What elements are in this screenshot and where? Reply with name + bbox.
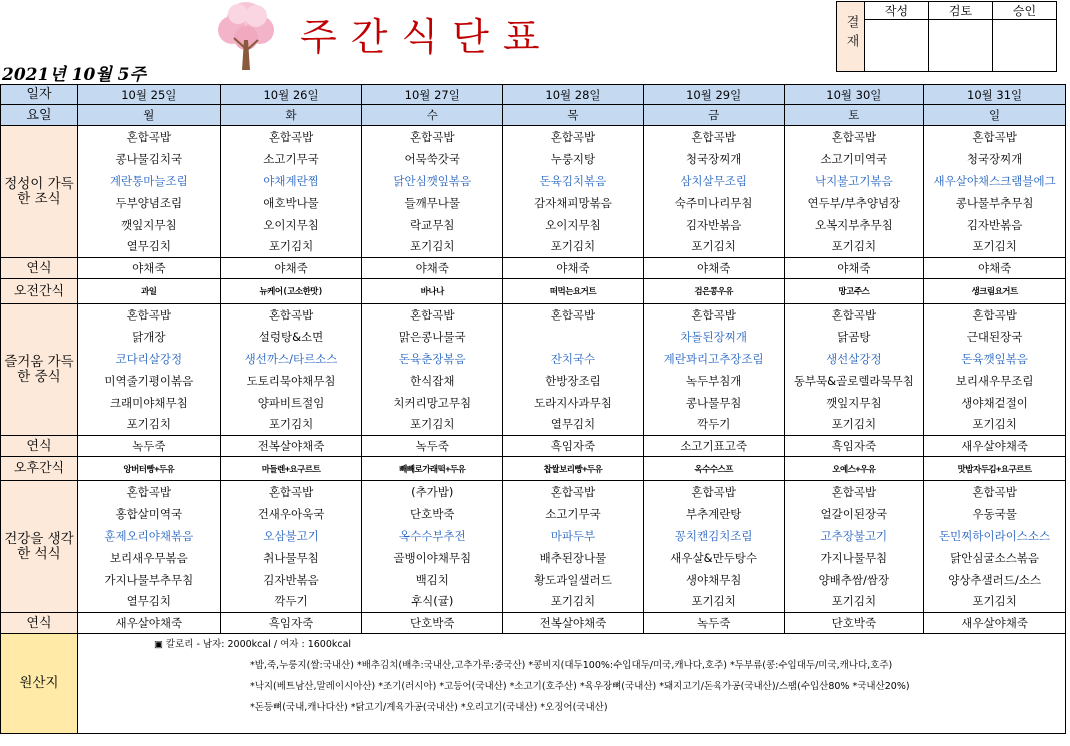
menu-item: 감자채피망볶음	[503, 192, 644, 214]
menu-item: 포기김치	[643, 591, 784, 613]
menu-item: 들깨무나물	[362, 192, 503, 214]
menu-item: 우동국물	[924, 503, 1066, 525]
menu-item: 혼합곡밥	[924, 481, 1066, 503]
soft-food-row-cell: 야채죽	[362, 258, 503, 279]
title-area	[0, 0, 1070, 84]
menu-item: 돈육춘장볶음	[362, 348, 503, 370]
origin-label: 원산지	[1, 634, 78, 734]
am-snack-row	[1, 279, 1066, 304]
menu-item: 생선까스/타르소스	[220, 348, 362, 370]
soft-food-row-cell: 단호박죽	[784, 613, 924, 634]
menu-item: 야채계란찜	[220, 170, 362, 192]
am-snack-row-cell: 바나나	[362, 279, 503, 304]
soft-food-row-cell: 전복살야채죽	[220, 436, 362, 457]
menu-item: 건새우아욱국	[220, 503, 362, 525]
cherry-blossom-tree-icon	[214, 0, 278, 72]
menu-item: 깻잎지무침	[784, 392, 924, 414]
page-title: 주간식단표	[300, 15, 554, 59]
menu-item: 생선살강정	[784, 348, 924, 370]
menu-item: 혼합곡밥	[784, 304, 924, 326]
am-snack-row-label: 오전간식	[1, 279, 78, 304]
soft-food-row-cell: 새우살야채죽	[924, 613, 1066, 634]
menu-item: 오이지무침	[220, 214, 362, 236]
date-row-cell: 10월 30일	[784, 85, 924, 105]
menu-item: 한방장조림	[503, 370, 644, 392]
menu-item: 훈제오리야채볶음	[77, 525, 220, 547]
soft-food-row-label: 연식	[1, 436, 78, 457]
date-row	[1, 85, 1066, 105]
menu-item: 혼합곡밥	[362, 126, 503, 148]
menu-item: 양배추쌈/쌈장	[784, 569, 924, 591]
menu-item: 돈육깻잎볶음	[924, 348, 1066, 370]
menu-item: 설렁탕&소면	[220, 326, 362, 348]
menu-item: 혼합곡밥	[220, 126, 362, 148]
menu-item: 어묵쑥갓국	[362, 148, 503, 170]
meal-label: 정성이 가득한 조식	[1, 126, 78, 258]
menu-item: 포기김치	[784, 236, 924, 258]
menu-item: 오복지부추무침	[784, 214, 924, 236]
soft-food-row-cell: 야채죽	[643, 258, 784, 279]
menu-item: 혼합곡밥	[220, 304, 362, 326]
day-row-cell: 일	[924, 105, 1066, 126]
menu-item: 소고기무국	[220, 148, 362, 170]
menu-item: 포기김치	[362, 414, 503, 436]
week-title: 2021년 10월 5주	[2, 65, 146, 85]
meal-row	[1, 348, 1066, 370]
menu-item: 혼합곡밥	[784, 481, 924, 503]
menu-item: 혼합곡밥	[924, 304, 1066, 326]
menu-item: 돈민찌하이라이스소스	[924, 525, 1066, 547]
menu-item: 도토리묵야채무침	[220, 370, 362, 392]
meal-row	[1, 392, 1066, 414]
menu-item: 콩나물김치국	[77, 148, 220, 170]
menu-item: 열무김치	[77, 591, 220, 613]
menu-item: 양파비트절임	[220, 392, 362, 414]
menu-item: 두부양념조림	[77, 192, 220, 214]
menu-item: 도라지사과무침	[503, 392, 644, 414]
menu-item: (추가밥)	[362, 481, 503, 503]
am-snack-row-cell: 생크림요거트	[924, 279, 1066, 304]
menu-item: 김자반볶음	[220, 569, 362, 591]
menu-item: 포기김치	[924, 236, 1066, 258]
menu-item: 콩나물부추무침	[924, 192, 1066, 214]
menu-item: 숙주미나리무침	[643, 192, 784, 214]
menu-item: 보리새우무볶음	[77, 547, 220, 569]
menu-item: 깍두기	[220, 591, 362, 613]
menu-item: 닭안심깻잎볶음	[362, 170, 503, 192]
menu-item: 황도과일샐러드	[503, 569, 644, 591]
menu-item: 락교무침	[362, 214, 503, 236]
day-row-label: 요일	[1, 105, 78, 126]
menu-item: 김자반볶음	[924, 214, 1066, 236]
soft-food-row-cell: 새우살야채죽	[77, 613, 220, 634]
soft-food-row-label: 연식	[1, 613, 78, 634]
pm-snack-row-cell: 마들렌+요구르트	[220, 457, 362, 481]
menu-item: 낙지불고기볶음	[784, 170, 924, 192]
menu-item: 깻잎지무침	[77, 214, 220, 236]
menu-item: 닭곰탕	[784, 326, 924, 348]
menu-item: 얼갈이된장국	[784, 503, 924, 525]
menu-item: 닭개장	[77, 326, 220, 348]
menu-item: 옥수수부추전	[362, 525, 503, 547]
menu-item: 누룽지탕	[503, 148, 644, 170]
menu-item: 열무김치	[77, 236, 220, 258]
date-row-cell: 10월 26일	[220, 85, 362, 105]
menu-item: 혼합곡밥	[784, 126, 924, 148]
menu-item: 깍두기	[643, 414, 784, 436]
menu-item: 꽁치캔김치조림	[643, 525, 784, 547]
menu-item: 닭안심굴소스볶음	[924, 547, 1066, 569]
menu-item: 소고기미역국	[784, 148, 924, 170]
menu-item: 혼합곡밥	[503, 126, 644, 148]
soft-food-row-cell: 소고기표고죽	[643, 436, 784, 457]
soft-food-row-cell: 흑임자죽	[220, 613, 362, 634]
menu-item: 포기김치	[362, 236, 503, 258]
menu-item: 돈육김치볶음	[503, 170, 644, 192]
menu-item: 혼합곡밥	[924, 126, 1066, 148]
meal-label: 건강을 생각한 석식	[1, 481, 78, 613]
day-row-cell: 목	[503, 105, 644, 126]
day-row-cell: 월	[77, 105, 220, 126]
pm-snack-row	[1, 457, 1066, 481]
menu-item: 포기김치	[643, 236, 784, 258]
soft-food-row-cell: 녹두죽	[77, 436, 220, 457]
soft-food-row-cell: 야채죽	[503, 258, 644, 279]
menu-item: 포기김치	[503, 236, 644, 258]
menu-item: 혼합곡밥	[643, 481, 784, 503]
soft-food-row	[1, 613, 1066, 634]
pm-snack-row-cell: 오예스+우유	[784, 457, 924, 481]
meal-row	[1, 170, 1066, 192]
date-row-cell: 10월 31일	[924, 85, 1066, 105]
day-row-cell: 화	[220, 105, 362, 126]
soft-food-row-label: 연식	[1, 258, 78, 279]
menu-item: 청국장찌개	[924, 148, 1066, 170]
menu-item: 계란통마늘조림	[77, 170, 220, 192]
menu-item: 오이지무침	[503, 214, 644, 236]
meal-row	[1, 148, 1066, 170]
menu-item: 포기김치	[924, 591, 1066, 613]
pm-snack-row-label: 오후간식	[1, 457, 78, 481]
menu-item: 오삼불고기	[220, 525, 362, 547]
meal-row	[1, 503, 1066, 525]
menu-item: 열무김치	[503, 414, 644, 436]
menu-item: 근대된장국	[924, 326, 1066, 348]
menu-item: 치커리망고무침	[362, 392, 503, 414]
day-row-cell: 금	[643, 105, 784, 126]
menu-item: 콩나물무침	[643, 392, 784, 414]
menu-item: 혼합곡밥	[503, 304, 644, 326]
menu-item: 코다리살강정	[77, 348, 220, 370]
menu-item: 홍합살미역국	[77, 503, 220, 525]
meal-row	[1, 525, 1066, 547]
menu-item: 연두부/부추양념장	[784, 192, 924, 214]
approval-sign-writer[interactable]	[865, 20, 929, 72]
menu-item: 새우살야채스크램블에그	[924, 170, 1066, 192]
meal-row	[1, 569, 1066, 591]
menu-item: 소고기무국	[503, 503, 644, 525]
meal-row	[1, 192, 1066, 214]
meal-row	[1, 370, 1066, 392]
menu-item: 포기김치	[784, 591, 924, 613]
approval-col-writer: 작성	[865, 2, 929, 20]
menu-item: 혼합곡밥	[220, 481, 362, 503]
meal-row	[1, 547, 1066, 569]
menu-item: 새우살&만두탕수	[643, 547, 784, 569]
date-row-label: 일자	[1, 85, 78, 105]
menu-item: 생야채무침	[643, 569, 784, 591]
am-snack-row-cell: 뉴케어(고소한맛)	[220, 279, 362, 304]
am-snack-row-cell: 과일	[77, 279, 220, 304]
menu-item: 고추장불고기	[784, 525, 924, 547]
soft-food-row-cell: 야채죽	[220, 258, 362, 279]
meal-label: 즐거움 가득한 중식	[1, 304, 78, 436]
menu-item: 청국장찌개	[643, 148, 784, 170]
menu-item: 김자반볶음	[643, 214, 784, 236]
menu-item: 포기김치	[784, 414, 924, 436]
soft-food-row-cell: 녹두죽	[362, 436, 503, 457]
date-row-cell: 10월 25일	[77, 85, 220, 105]
menu-item: 혼합곡밥	[77, 304, 220, 326]
approval-label: 결재	[837, 2, 865, 72]
pm-snack-row-cell: 찹쌀보리빵+두유	[503, 457, 644, 481]
menu-item: 보리새우무조림	[924, 370, 1066, 392]
menu-item: 혼합곡밥	[77, 481, 220, 503]
origin-line: *밥,죽,누룽지(쌀:국내산) *배추김치(배추:국내산,고추가루:중국산) *콩비지(대두100%:수입대두/미국,캐나다,호주) *두부류(콩:수입대두/미국,캐나다,호주)	[249, 660, 893, 671]
menu-item: 잔치국수	[503, 348, 644, 370]
menu-item: 혼합곡밥	[362, 304, 503, 326]
menu-item: 맑은콩나물국	[362, 326, 503, 348]
date-row-cell: 10월 27일	[362, 85, 503, 105]
approval-col-approve: 승인	[993, 2, 1057, 20]
menu-item: 후식(귤)	[362, 591, 503, 613]
meal-row	[1, 481, 1066, 503]
menu-item: 포기김치	[924, 414, 1066, 436]
origin-line: ▣ 칼로리 - 남자: 2000kcal / 여자 : 1600kcal	[153, 639, 352, 650]
menu-item: 백김치	[362, 569, 503, 591]
menu-item: 동부묵&골로렐라묵무침	[784, 370, 924, 392]
soft-food-row-cell: 야채죽	[924, 258, 1066, 279]
menu-item: 혼합곡밥	[643, 126, 784, 148]
menu-item: 생야채겉절이	[924, 392, 1066, 414]
menu-item: 포기김치	[503, 591, 644, 613]
origin-row	[1, 634, 1066, 734]
date-row-cell: 10월 28일	[503, 85, 644, 105]
date-row-cell: 10월 29일	[643, 85, 784, 105]
origin-info	[77, 634, 1065, 734]
menu-item	[503, 326, 644, 348]
day-row-cell: 수	[362, 105, 503, 126]
soft-food-row	[1, 258, 1066, 279]
menu-item: 가지나물부추무침	[77, 569, 220, 591]
soft-food-row-cell: 야채죽	[784, 258, 924, 279]
menu-item: 한식잡채	[362, 370, 503, 392]
soft-food-row-cell: 전복살야채죽	[503, 613, 644, 634]
soft-food-row	[1, 436, 1066, 457]
soft-food-row-cell: 새우살야채죽	[924, 436, 1066, 457]
meal-row	[1, 126, 1066, 148]
soft-food-row-cell: 단호박죽	[362, 613, 503, 634]
pm-snack-row-cell: 옥수수스프	[643, 457, 784, 481]
menu-item: 혼합곡밥	[643, 304, 784, 326]
approval-col-review: 검토	[929, 2, 993, 20]
meal-row	[1, 304, 1066, 326]
menu-item: 미역줄기평이볶음	[77, 370, 220, 392]
origin-line: *돈등뼈(국내,캐나다산) *닭고기/계육가공(국내산) *오리고기(국내산) *오징어(국내산)	[249, 702, 608, 713]
menu-item: 단호박죽	[362, 503, 503, 525]
meal-row	[1, 214, 1066, 236]
pm-snack-row-cell: 맛밤자두김+요구르트	[924, 457, 1066, 481]
menu-item: 가지나물무침	[784, 547, 924, 569]
menu-item: 삼치살무조림	[643, 170, 784, 192]
meal-row	[1, 326, 1066, 348]
weekly-menu-table	[0, 84, 1066, 734]
meal-row	[1, 236, 1066, 258]
am-snack-row-cell: 떠먹는요거트	[503, 279, 644, 304]
soft-food-row-cell: 흑임자죽	[503, 436, 644, 457]
soft-food-row-cell: 야채죽	[77, 258, 220, 279]
approval-sign-approve[interactable]	[993, 20, 1057, 72]
meal-row	[1, 414, 1066, 436]
menu-item: 부추계란탕	[643, 503, 784, 525]
soft-food-row-cell: 녹두죽	[643, 613, 784, 634]
menu-item: 계란꽈리고추장조림	[643, 348, 784, 370]
am-snack-row-cell: 검은콩우유	[643, 279, 784, 304]
approval-sign-review[interactable]	[929, 20, 993, 72]
pm-snack-row-cell: 빼빼로가래떡+두유	[362, 457, 503, 481]
menu-item: 애호박나물	[220, 192, 362, 214]
menu-item: 녹두부침개	[643, 370, 784, 392]
am-snack-row-cell: 망고주스	[784, 279, 924, 304]
menu-item: 양상추샐러드/소스	[924, 569, 1066, 591]
menu-item: 골뱅이야채무침	[362, 547, 503, 569]
approval-box	[836, 1, 1057, 72]
menu-item: 크래미야채무침	[77, 392, 220, 414]
menu-item: 마파두부	[503, 525, 644, 547]
menu-item: 포기김치	[220, 236, 362, 258]
menu-item: 차돌된장찌개	[643, 326, 784, 348]
soft-food-row-cell: 흑임자죽	[784, 436, 924, 457]
meal-row	[1, 591, 1066, 613]
menu-item: 포기김치	[77, 414, 220, 436]
day-row	[1, 105, 1066, 126]
pm-snack-row-cell: 앙버터빵+두유	[77, 457, 220, 481]
menu-item: 취나물무침	[220, 547, 362, 569]
menu-item: 포기김치	[220, 414, 362, 436]
day-row-cell: 토	[784, 105, 924, 126]
origin-line: *낙지(베트남산,말레이시아산) *조기(러시아) *고등어(국내산) *소고기(호주산) *육우장뼈(국내산) *돼지고기/돈육가공(국내산)/스팸(수입산80% *국내산20%)	[249, 681, 910, 692]
menu-item: 혼합곡밥	[77, 126, 220, 148]
menu-item: 혼합곡밥	[503, 481, 644, 503]
menu-item: 배추된장나물	[503, 547, 644, 569]
